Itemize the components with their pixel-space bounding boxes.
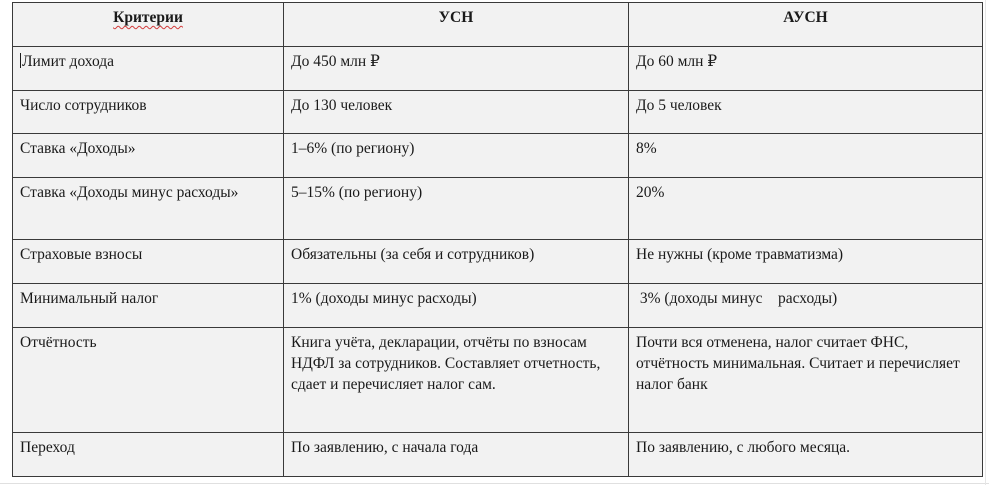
cell-criterion[interactable]: Минимальный налог — [13, 284, 284, 328]
table-row — [13, 134, 983, 178]
cell-usn[interactable]: 5–15% (по региону) — [284, 178, 629, 240]
cell-criterion[interactable] — [13, 47, 284, 91]
comparison-table — [12, 2, 983, 477]
table-header-row — [13, 3, 983, 47]
table-row — [13, 433, 983, 477]
cell-ausn[interactable]: Не нужны (кроме травматизма) — [629, 240, 983, 284]
cell-usn[interactable]: 1% (доходы минус расходы) — [284, 284, 629, 328]
cell-ausn[interactable]: До 5 человек — [629, 91, 983, 134]
table-row — [13, 240, 983, 284]
cell-ausn[interactable]: До 60 млн ₽ — [629, 47, 983, 91]
header-criteria[interactable] — [13, 3, 284, 47]
table-row — [13, 91, 983, 134]
cell-ausn[interactable]: 8% — [629, 134, 983, 178]
page-right-divider — [985, 0, 986, 485]
cell-usn[interactable]: Книга учёта, декларации, отчёты по взносам НДФЛ за сотрудников. Составляет отчетность, сдает и перечисляет налог сам. — [284, 328, 629, 433]
header-ausn[interactable]: АУСН — [629, 3, 983, 47]
cell-criterion[interactable]: Ставка «Доходы» — [13, 134, 284, 178]
cell-ausn[interactable]: По заявлению, с любого месяца. — [629, 433, 983, 477]
cell-criterion[interactable]: Число сотрудников — [13, 91, 284, 134]
cell-criterion[interactable]: Страховые взносы — [13, 240, 284, 284]
page-bottom-divider — [0, 483, 989, 484]
cell-ausn[interactable]: 20% — [629, 178, 983, 240]
cell-usn[interactable]: 1–6% (по региону) — [284, 134, 629, 178]
cell-criterion[interactable]: Переход — [13, 433, 284, 477]
header-usn[interactable]: УСН — [284, 3, 629, 47]
cell-usn[interactable]: До 130 человек — [284, 91, 629, 134]
cell-usn[interactable]: По заявлению, с начала года — [284, 433, 629, 477]
cell-criterion[interactable]: Ставка «Доходы минус расходы» — [13, 178, 284, 240]
cell-criterion-text: Лимит дохода — [22, 53, 115, 70]
cell-ausn[interactable]: 3% (доходы минус расходы) — [629, 284, 983, 328]
cell-criterion[interactable]: Отчётность — [13, 328, 284, 433]
table-row — [13, 47, 983, 91]
table-row — [13, 328, 983, 433]
cell-usn[interactable]: Обязательны (за себя и сотрудников) — [284, 240, 629, 284]
table-row — [13, 178, 983, 240]
header-criteria-label: Критерии — [113, 9, 183, 26]
cell-usn[interactable]: До 450 млн ₽ — [284, 47, 629, 91]
table-row — [13, 284, 983, 328]
cell-ausn[interactable]: Почти вся отменена, налог считает ФНС, отчётность минимальная. Считает и перечисляет налог банк — [629, 328, 983, 433]
text-cursor — [20, 53, 21, 68]
